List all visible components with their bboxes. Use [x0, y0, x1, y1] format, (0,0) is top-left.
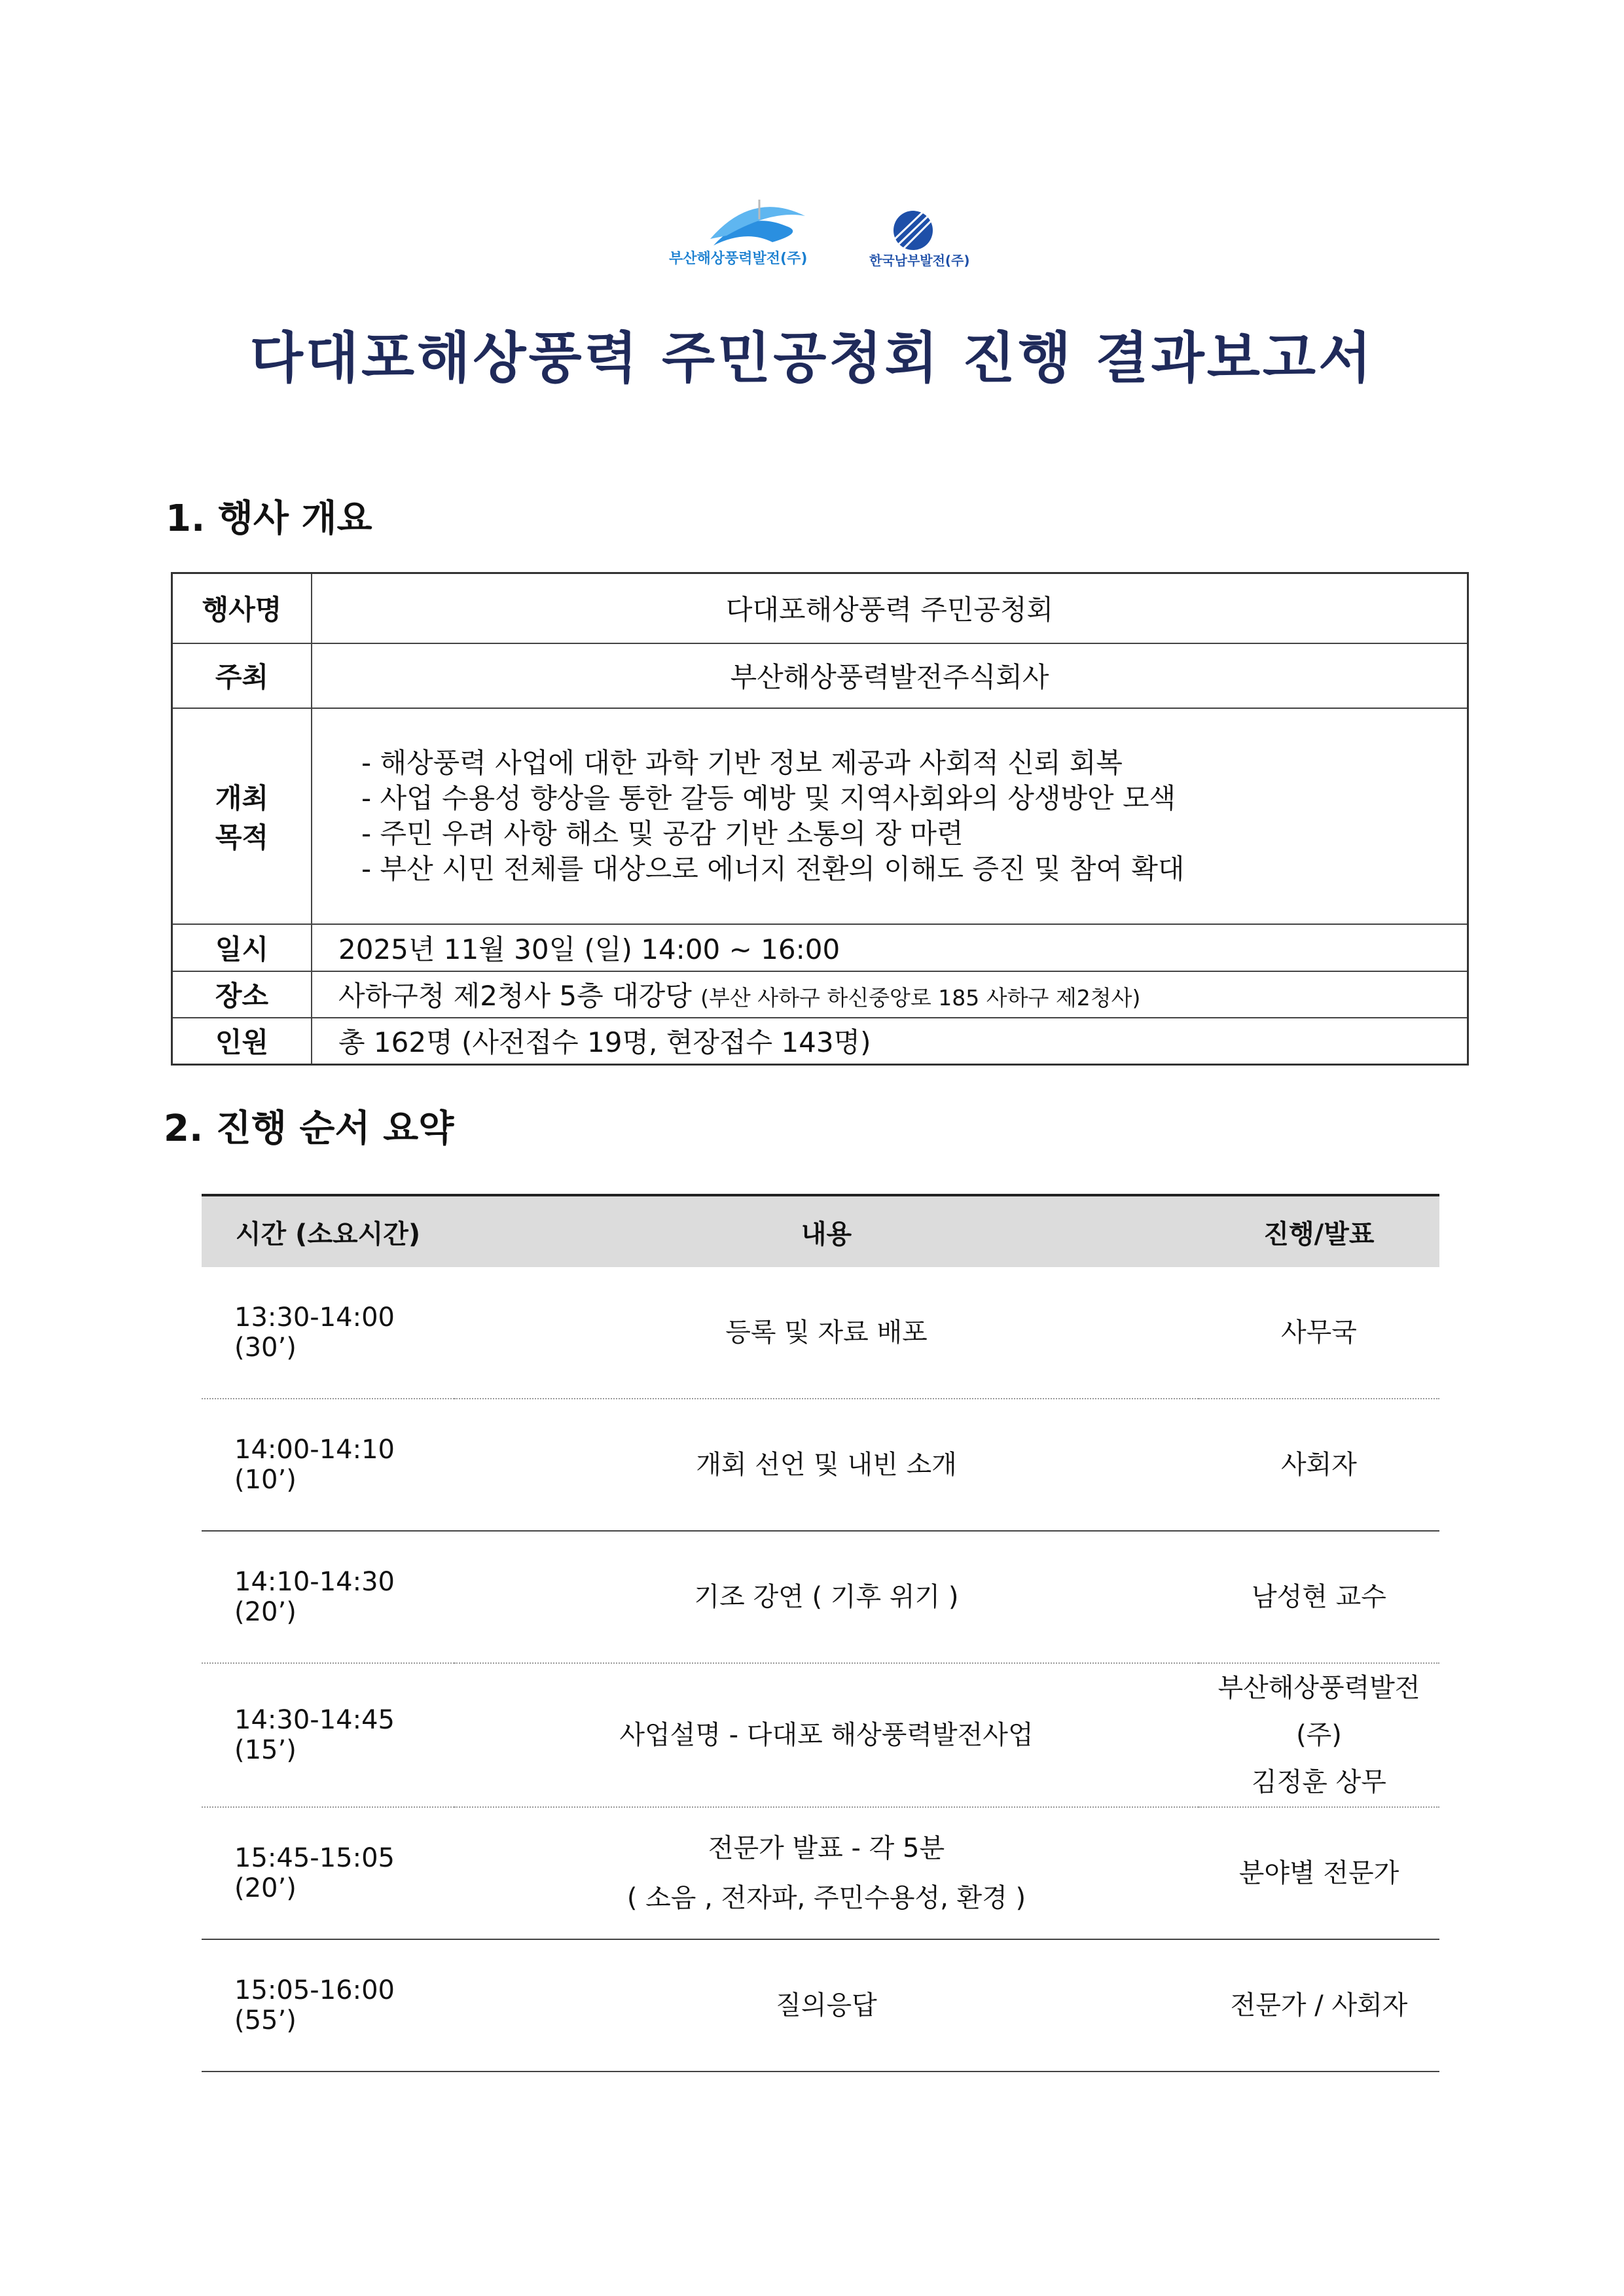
table-row	[202, 1399, 1439, 1531]
label-attendees: 인원	[172, 1018, 312, 1065]
presenter: 전문가 / 사회자	[1199, 1939, 1439, 2072]
table-row	[202, 1807, 1439, 1939]
page-title: 다대포해상풍력 주민공청회 진행 결과보고서	[249, 326, 1375, 390]
date: 2025년 11월 30일 (일) 14:00 ~ 16:00	[312, 924, 1468, 971]
time: 14:00-14:10 (10’)	[202, 1399, 454, 1531]
kospo-logo-text: 한국남부발전(주)	[869, 253, 970, 268]
content: 개회 선언 및 내빈 소개	[454, 1399, 1199, 1531]
table-row	[202, 1267, 1439, 1399]
busan-logo-text: 부산해상풍력발전(주)	[669, 251, 808, 267]
label-event-name: 행사명	[172, 573, 312, 643]
time: 14:10-14:30 (20’)	[202, 1531, 454, 1663]
time: 15:45-15:05 (20’)	[202, 1807, 454, 1939]
purpose-list	[312, 708, 1468, 924]
content-line: 전문가 발표 - 각 5분	[708, 1833, 945, 1863]
presenter: 분야별 전문가	[1199, 1807, 1439, 1939]
presenter: 사회자	[1199, 1399, 1439, 1531]
section1-heading: 1. 행사 개요	[166, 497, 372, 540]
presenter-line: 김정훈 상무	[1252, 1767, 1386, 1797]
label-venue: 장소	[172, 971, 312, 1018]
content: 사업설명 - 다대포 해상풍력발전사업	[454, 1663, 1199, 1807]
col-content: 내용	[454, 1195, 1199, 1267]
presenter: 사무국	[1199, 1267, 1439, 1399]
table-row	[172, 1018, 1468, 1065]
attendees: 총 162명 (사전접수 19명, 현장접수 143명)	[312, 1018, 1468, 1065]
content-line: ( 소음 , 전자파, 주민수용성, 환경 )	[626, 1883, 1026, 1913]
content: 등록 및 자료 배포	[454, 1267, 1199, 1399]
list-item: - 사업 수용성 향상을 통한 갈등 예방 및 지역사회와의 상생방안 모색	[361, 781, 1176, 814]
time: 13:30-14:00 (30’)	[202, 1267, 454, 1399]
content	[454, 1807, 1199, 1939]
logo-area	[0, 0, 1624, 288]
section2-heading: 2. 진행 순서 요약	[164, 1107, 454, 1150]
table-header-row	[202, 1195, 1439, 1267]
label-purpose-line1: 개최	[215, 781, 269, 814]
col-presenter: 진행/발표	[1199, 1195, 1439, 1267]
presenter: 남성현 교수	[1199, 1531, 1439, 1663]
presenter	[1199, 1663, 1439, 1807]
venue-name: 사하구청 제2청사 5층 대강당	[338, 980, 692, 1012]
event-overview-table	[171, 572, 1469, 1066]
table-row	[172, 643, 1468, 708]
table-row	[202, 1939, 1439, 2072]
table-row	[202, 1663, 1439, 1807]
time: 15:05-16:00 (55’)	[202, 1939, 454, 2072]
list-item: - 해상풍력 사업에 대한 과학 기반 정보 제공과 사회적 신뢰 회복	[361, 746, 1123, 779]
table-row	[172, 573, 1468, 643]
content: 질의응답	[454, 1939, 1199, 2072]
program-table	[202, 1194, 1439, 2072]
table-row	[202, 1531, 1439, 1663]
label-purpose	[172, 708, 312, 924]
kospo-logo	[869, 211, 970, 268]
label-date: 일시	[172, 924, 312, 971]
table-row	[172, 708, 1468, 924]
event-name: 다대포해상풍력 주민공청회	[312, 573, 1468, 643]
content: 기조 강연 ( 기후 위기 )	[454, 1531, 1199, 1663]
venue-address: (부산 사하구 하신중앙로 185 사하구 제2청사)	[700, 985, 1141, 1011]
list-item: - 부산 시민 전체를 대상으로 에너지 전환의 이해도 증진 및 참여 확대	[361, 852, 1185, 885]
presenter-line: 부산해상풍력발전(주)	[1218, 1673, 1420, 1750]
host: 부산해상풍력발전주식회사	[312, 643, 1468, 708]
venue	[312, 971, 1468, 1018]
busan-offshore-wind-logo	[669, 200, 807, 267]
table-row	[172, 971, 1468, 1018]
table-row	[172, 924, 1468, 971]
label-purpose-line2: 목적	[215, 821, 269, 853]
label-host: 주최	[172, 643, 312, 708]
time: 14:30-14:45 (15’)	[202, 1663, 454, 1807]
company-logos	[0, 0, 1624, 288]
col-time: 시간 (소요시간)	[202, 1195, 454, 1267]
list-item: - 주민 우려 사항 해소 및 공감 기반 소통의 장 마련	[361, 817, 964, 850]
